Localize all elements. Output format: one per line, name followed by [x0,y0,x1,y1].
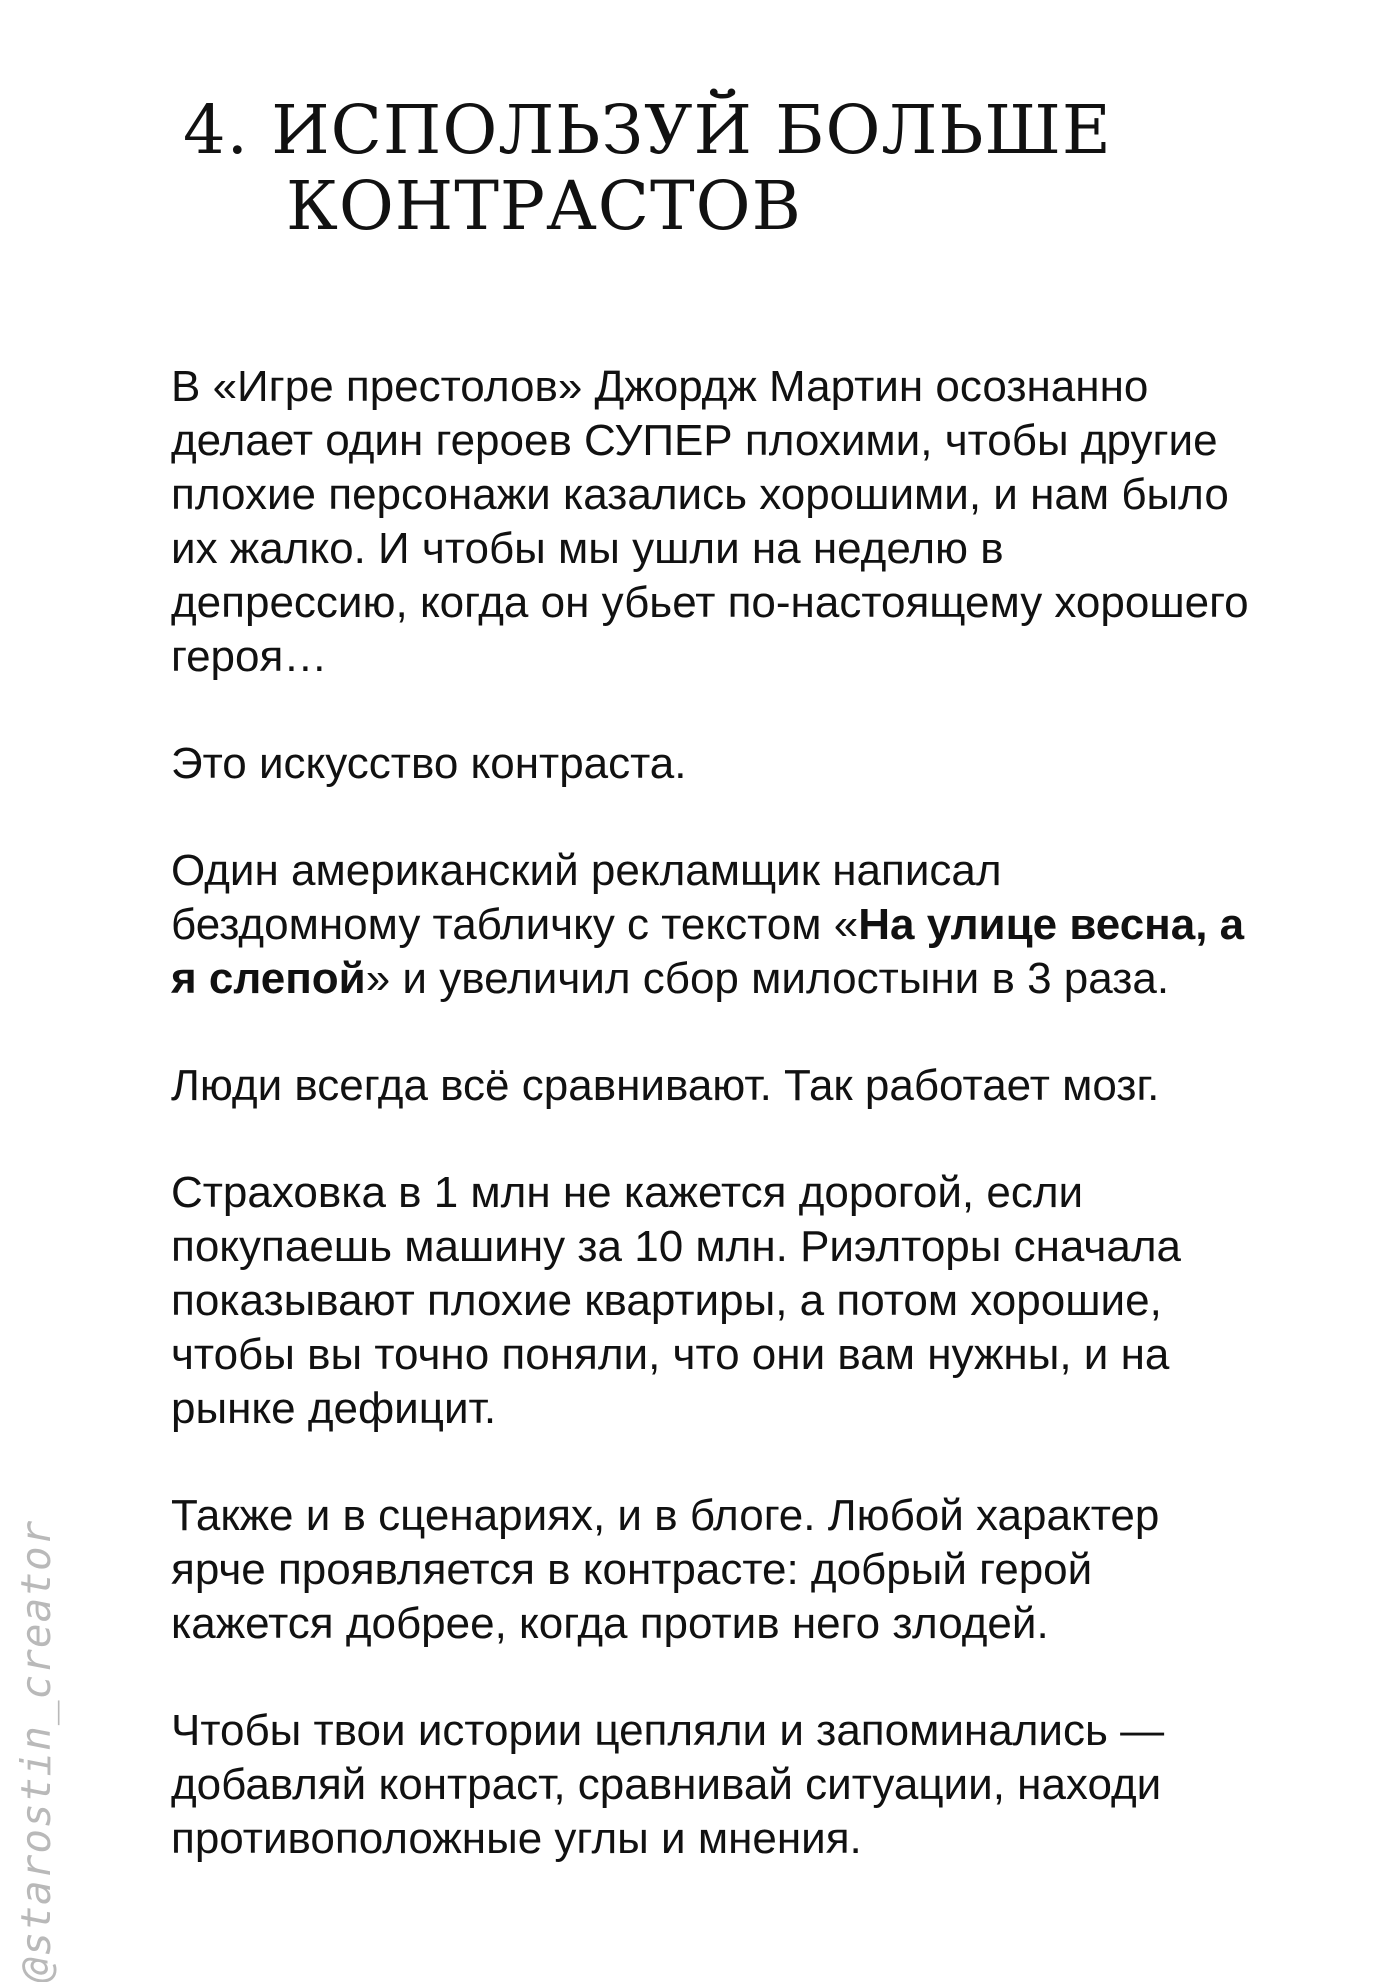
text-line: ярче проявляется в контрасте: добрый герой [171,1545,1093,1594]
paragraph-insurance [171,1166,1336,1436]
text-line: Чтобы твои истории цепляли и запоминались — [171,1706,1165,1755]
paragraph-game-of-thrones [171,360,1336,684]
title-line-2: КОНТРАСТОВ [286,167,802,245]
paragraph-scenarios [171,1489,1336,1651]
text-line [171,898,1336,952]
text-line: В «Игре престолов» Джордж Мартин осознанно [171,362,1149,411]
page-title [183,92,1283,244]
text-line: Страховка в 1 млн не кажется дорогой, если [171,1168,1084,1217]
text-line: Это искусство контраста. [171,739,687,788]
text-line: их жалко. И чтобы мы ушли на неделю в [171,524,1004,573]
text-line: добавляй контраст, сравнивай ситуации, находи [171,1760,1162,1809]
text-line: показывают плохие квартиры, а потом хорошие, [171,1276,1162,1325]
bold-quote: На улице весна, а [858,900,1245,949]
paragraph-conclusion [171,1704,1336,1866]
text-line: покупаешь машину за 10 млн. Риэлторы сначала [171,1222,1181,1271]
text-segment: » и увеличил сбор милостыни в 3 раза. [365,954,1170,1003]
title-line-1: 4. ИСПОЛЬЗУЙ БОЛЬШЕ [183,91,1112,169]
paragraph-advertiser [171,844,1336,1006]
text-line [171,952,1336,1006]
text-line: Люди всегда всё сравнивают. Так работает мозг. [171,1061,1160,1110]
text-line: героя… [171,632,328,681]
text-line: депрессию, когда он убьет по-настоящему хорошего [171,578,1249,627]
bold-quote: я слепой [171,954,366,1003]
text-line: рынке дефицит. [171,1384,497,1433]
text-line: Также и в сценариях, и в блоге. Любой характер [171,1491,1160,1540]
text-line: плохие персонажи казались хорошими, и нам было [171,470,1229,519]
text-line: противоположные углы и мнения. [171,1814,862,1863]
text-line: кажется добрее, когда против него злодей. [171,1599,1049,1648]
paragraph-comparison [171,1059,1336,1113]
text-line: чтобы вы точно поняли, что они вам нужны, и на [171,1330,1170,1379]
text-segment: бездомному табличку с текстом « [171,900,859,949]
text-line: делает один героев СУПЕР плохими, чтобы другие [171,416,1218,465]
author-watermark: @starostin_creator [12,1519,60,1982]
text-line: Один американский рекламщик написал [171,846,1002,895]
body-text [171,360,1336,1919]
paragraph-art-of-contrast [171,737,1336,791]
